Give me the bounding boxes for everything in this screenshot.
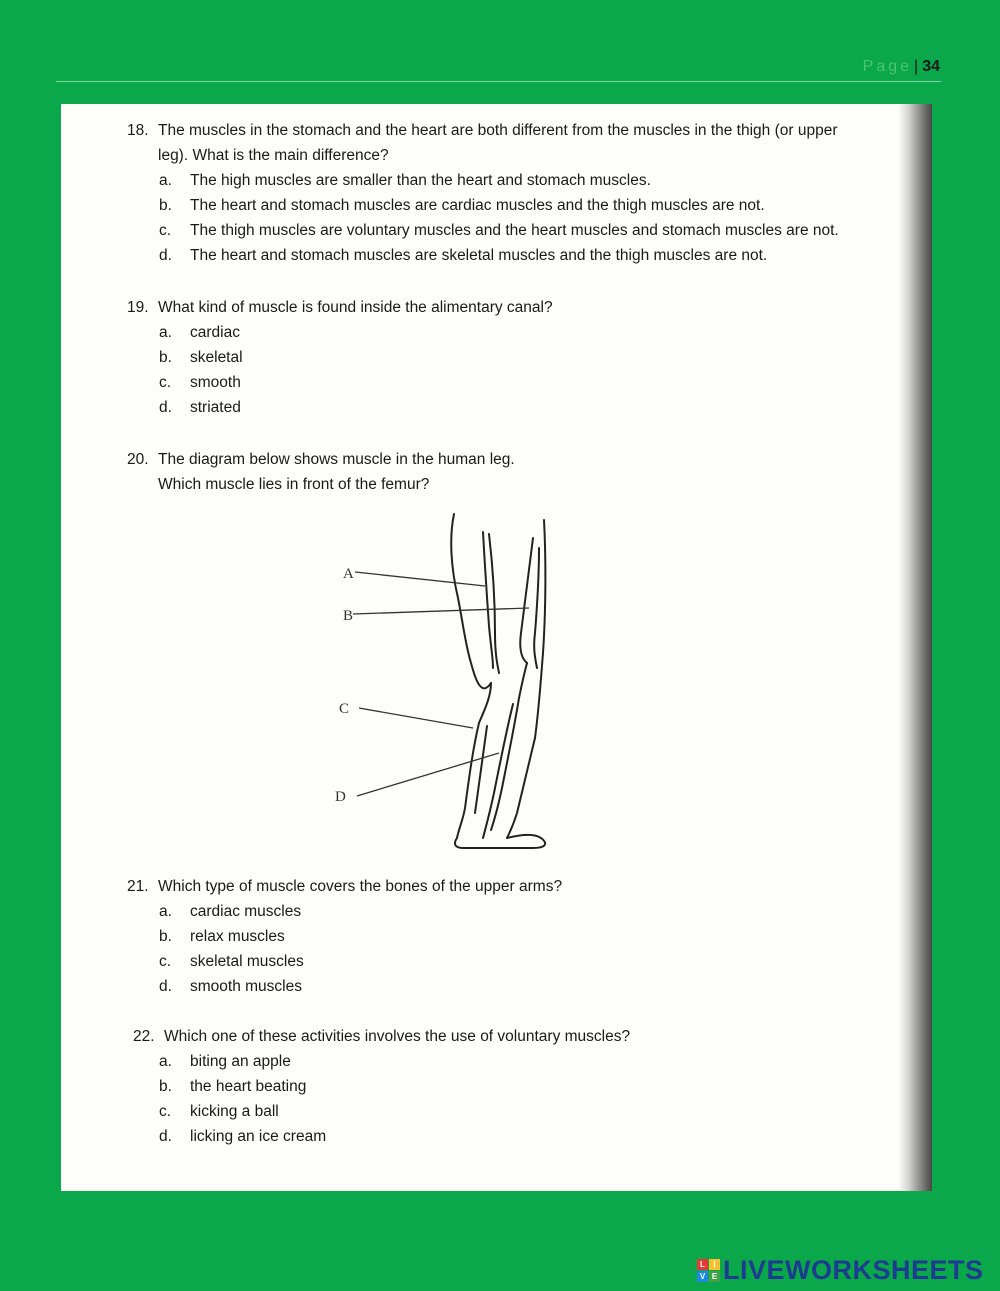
option-text: skeletal muscles (190, 953, 304, 970)
option-a[interactable] (159, 1049, 630, 1074)
question-20 (127, 447, 515, 497)
option-d[interactable] (159, 243, 839, 268)
logo-letter-i: I (709, 1259, 720, 1270)
question-text: Which type of muscle covers the bones of the upper arms? (158, 878, 563, 895)
option-c[interactable] (159, 370, 553, 395)
option-a[interactable] (159, 168, 839, 193)
question-22 (133, 1024, 630, 1149)
muscle-d-outline-inner (483, 704, 513, 838)
question-21 (127, 874, 562, 999)
diagram-label-a: A (343, 566, 354, 582)
option-letter: d. (159, 399, 172, 416)
muscle-b-outline (520, 538, 533, 663)
question-text: What kind of muscle is found inside the alimentary canal? (158, 299, 553, 316)
logo-icon (697, 1259, 720, 1282)
question-text: The muscles in the stomach and the heart are both different from the muscles in the thigh (or upper (158, 122, 838, 139)
pointer-line-b (353, 608, 529, 614)
leg-outline-back (535, 520, 545, 738)
question-number: 21. (127, 878, 149, 895)
option-text: The heart and stomach muscles are cardiac muscles and the thigh muscles are not. (190, 197, 765, 214)
option-text: biting an apple (190, 1053, 291, 1070)
option-letter: a. (159, 324, 172, 341)
diagram-label-c: C (339, 701, 350, 717)
option-d[interactable] (159, 974, 562, 999)
option-text: the heart beating (190, 1078, 307, 1095)
option-text: The high muscles are smaller than the heart and stomach muscles. (190, 172, 651, 189)
option-d[interactable] (159, 1124, 630, 1149)
option-letter: a. (159, 903, 172, 920)
option-text: smooth muscles (190, 978, 302, 995)
muscle-c-outline-inner (475, 726, 487, 813)
header-rule (56, 81, 941, 82)
options-list (127, 899, 562, 999)
diagram-label-d: D (335, 789, 346, 805)
muscle-b-outline-inner (534, 548, 539, 668)
option-text: The thigh muscles are voluntary muscles and the heart muscles and stomach muscles are not. (190, 222, 839, 239)
brand-name: LIVEWORKSHEETS (723, 1254, 984, 1285)
option-letter: a. (159, 172, 172, 189)
option-letter: b. (159, 928, 172, 945)
option-letter: a. (159, 1053, 172, 1070)
page-separator: | (914, 58, 919, 75)
option-letter: d. (159, 978, 172, 995)
question-19 (127, 295, 553, 420)
logo-letter-l: L (697, 1259, 708, 1270)
option-b[interactable] (159, 1074, 630, 1099)
logo-letter-v: V (697, 1271, 708, 1282)
option-c[interactable] (159, 218, 839, 243)
option-letter: c. (159, 222, 172, 239)
page-number-label (863, 58, 940, 76)
option-letter: b. (159, 1078, 172, 1095)
muscle-a-outline-inner (489, 534, 499, 673)
foot-outline (455, 835, 545, 848)
option-text: cardiac (190, 324, 240, 341)
option-text: licking an ice cream (190, 1128, 327, 1145)
option-text: kicking a ball (190, 1103, 279, 1120)
option-text: The heart and stomach muscles are skeletal muscles and the thigh muscles are not. (190, 247, 768, 264)
question-text-continuation: Which muscle lies in front of the femur? (158, 476, 430, 493)
option-c[interactable] (159, 1099, 630, 1124)
options-list (127, 168, 839, 268)
option-letter: b. (159, 197, 172, 214)
question-text: The diagram below shows muscle in the human leg. (158, 451, 515, 468)
option-b[interactable] (159, 193, 839, 218)
page-number: 34 (922, 58, 940, 75)
question-number: 20. (127, 451, 149, 468)
option-b[interactable] (159, 345, 553, 370)
option-letter: d. (159, 1128, 172, 1145)
question-number: 22. (133, 1028, 155, 1045)
page-word: Page (862, 58, 913, 75)
liveworksheets-logo[interactable] (697, 1255, 984, 1285)
question-number: 18. (127, 122, 149, 139)
question-18 (127, 118, 839, 268)
muscle-c-outline (457, 723, 479, 838)
option-b[interactable] (159, 924, 562, 949)
leg-outline-front (451, 514, 491, 688)
question-text-continuation: leg). What is the main difference? (158, 147, 389, 164)
option-a[interactable] (159, 320, 553, 345)
option-a[interactable] (159, 899, 562, 924)
muscle-d-outline (491, 698, 519, 830)
option-letter: c. (159, 953, 172, 970)
option-letter: c. (159, 374, 172, 391)
knee-back (519, 663, 527, 698)
diagram-label-b: B (343, 608, 354, 624)
option-letter: c. (159, 1103, 172, 1120)
question-text: Which one of these activities involves the use of voluntary muscles? (164, 1028, 631, 1045)
leg-muscle-diagram (323, 508, 563, 850)
option-letter: b. (159, 349, 172, 366)
worksheet-page (61, 104, 932, 1191)
question-number: 19. (127, 299, 149, 316)
page-binding-shadow (898, 104, 932, 1191)
option-d[interactable] (159, 395, 553, 420)
option-text: cardiac muscles (190, 903, 302, 920)
option-text: striated (190, 399, 241, 416)
pointer-line-a (355, 572, 485, 586)
logo-letter-e: E (709, 1271, 720, 1282)
option-text: relax muscles (190, 928, 285, 945)
pointer-line-c (359, 708, 473, 728)
option-text: smooth (190, 374, 241, 391)
leg-drawing (323, 508, 563, 850)
options-list (127, 1049, 630, 1149)
option-letter: d. (159, 247, 172, 264)
option-c[interactable] (159, 949, 562, 974)
options-list (127, 320, 553, 420)
option-text: skeletal (190, 349, 243, 366)
calf-outline-back (507, 738, 535, 838)
